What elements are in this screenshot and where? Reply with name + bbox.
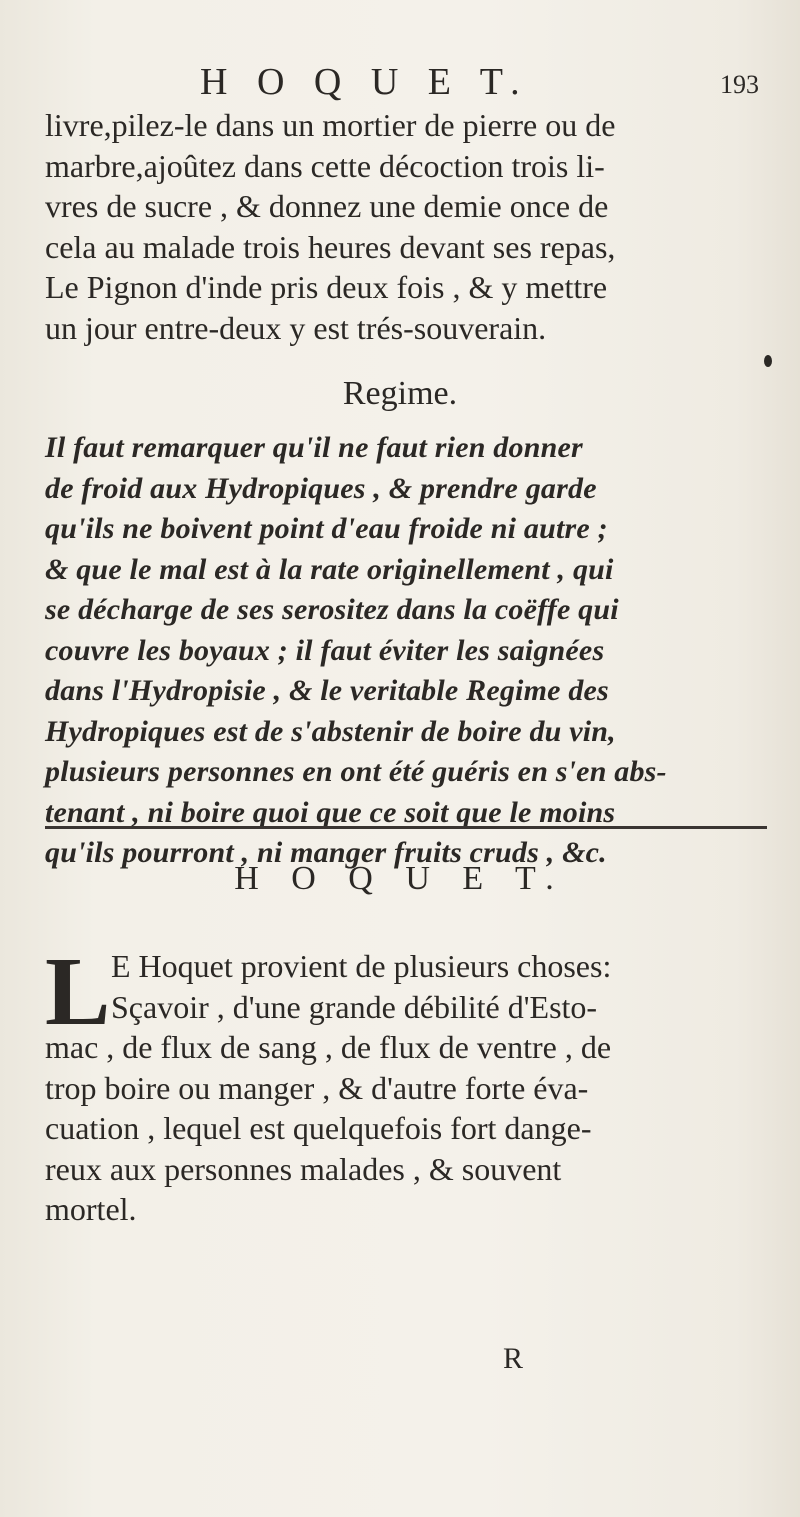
section-divider	[45, 826, 767, 829]
text-line: Hydropiques est de s'abstenir de boire du vin,	[45, 714, 616, 748]
hoquet-paragraph	[45, 938, 765, 1230]
regime-heading: Regime.	[342, 375, 458, 412]
text-line: Il faut remarquer qu'il ne faut rien donner	[45, 431, 583, 464]
text-line: tenant , ni boire quoi que ce soit que le moins	[45, 795, 616, 829]
text-line: E Hoquet provient de plusieurs choses:	[111, 948, 612, 984]
text-line: cuation , lequel est quelquefois fort dange-	[45, 1110, 592, 1146]
text-line: trop boire ou manger , & d'autre forte éva-	[45, 1069, 589, 1106]
text-line: couvre les boyaux ; il faut éviter les saignées	[45, 633, 605, 667]
text-line: dans l'Hydropisie , & le veritable Regime des	[45, 674, 609, 707]
text-line: mac , de flux de sang , de flux de ventre , de	[45, 1029, 612, 1065]
text-line: de froid aux Hydropiques , & prendre garde	[45, 471, 597, 505]
text-line: plusieurs personnes en ont été guéris en s'en abs-	[45, 755, 667, 788]
signature-mark: R	[503, 1342, 524, 1375]
text-line: mortel.	[45, 1191, 137, 1227]
drop-cap: L	[45, 938, 111, 1046]
text-line: Sçavoir , d'une grande débilité d'Esto-	[111, 988, 598, 1025]
page-number: 193	[720, 70, 759, 99]
regime-paragraph	[45, 428, 765, 874]
page-header	[0, 60, 800, 110]
text-line: un jour entre-deux y est trés-souverain.	[45, 309, 547, 346]
section-title: H O Q U E T.	[234, 860, 566, 897]
recipe-paragraph	[45, 105, 765, 348]
text-line: cela au malade trois heures devant ses repas,	[45, 228, 616, 265]
text-line: vres de sucre , & donnez une demie once de	[45, 188, 609, 224]
text-line: se décharge de ses serositez dans la coëffe qui	[45, 593, 619, 626]
text-line: reux aux personnes malades , & souvent	[45, 1150, 562, 1187]
ink-spot	[764, 355, 772, 367]
text-line: marbre,ajoûtez dans cette décoction trois li-	[45, 147, 605, 184]
text-line: Le Pignon d'inde pris deux fois , & y mettre	[45, 269, 608, 305]
text-line: qu'ils ne boivent point d'eau froide ni autre ;	[45, 512, 608, 545]
text-line: qu'ils pourront , ni manger fruits cruds , &c.	[45, 836, 607, 869]
text-line: livre,pilez-le dans un mortier de pierre ou de	[45, 107, 616, 143]
running-title: H O Q U E T.	[200, 61, 530, 103]
text-line: & que le mal est à la rate originellement , qui	[45, 552, 614, 586]
